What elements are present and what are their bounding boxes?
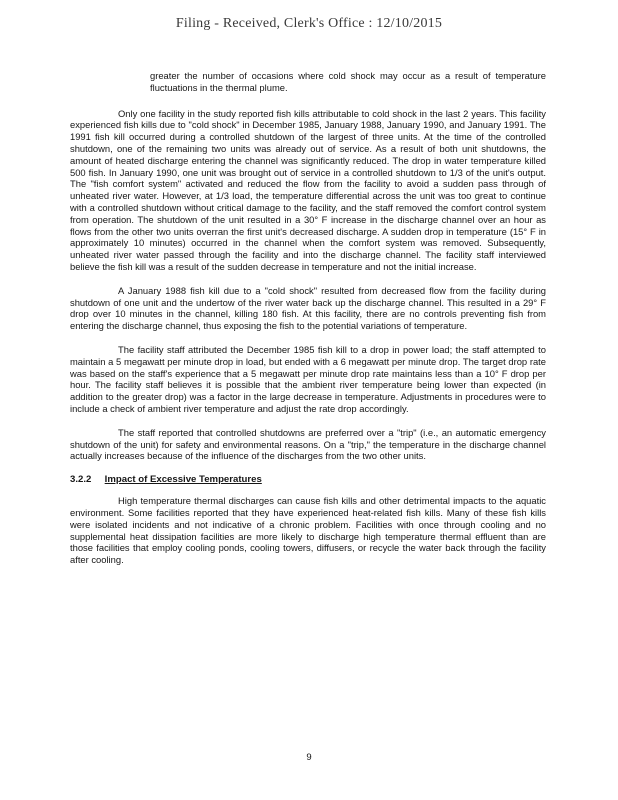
paragraph-continuation: greater the number of occasions where cold shock may occur as a result of temperature fluctuations in the thermal plume. [150, 70, 546, 93]
body-text [70, 70, 546, 578]
filing-stamp: Filing - Received, Clerk's Office : 12/10/2015 [175, 16, 443, 31]
paragraph-controlled-shutdowns: The staff reported that controlled shutdowns are preferred over a "trip" (i.e., an automatic emergency shutdown of the unit) for safety and environmental reasons. On a "trip," the temperature in the discharge channel actually increases because of the influence of the discharges from the two other units. [70, 426, 546, 462]
paragraph-excessive-temperatures: High temperature thermal discharges can cause fish kills and other detrimental impacts to the aquatic environment. Some facilities reported that they have experienced heat-related fish kills. Many of these fish kills were isolated incidents and not indicative of a chronic problem. Facilities with once through cooling and no supplemental heat dissipation facilities are more likely to discharge high temperature thermal effluent than are those facilities that employ cooling ponds, cooling towers, diffusers, or recycle the water back through the facility after cooling. [70, 495, 546, 566]
section-number: 3.2.2 [70, 474, 92, 486]
paragraph-cold-shock-facility: Only one facility in the study reported fish kills attributable to cold shock in the last 2 years. This facility experienced fish kills due to "cold shock" in December 1985, January 1988, January 1990, and January 1991. The 1991 fish kill occurred during a controlled shutdown of the largest of three units. At the time of the controlled shutdown, one of the remaining two units was already out of service. As a result of both unit shutdowns, the amount of heated discharge entering the channel was significantly reduced. The drop in water temperature killed 500 fish. In January 1990, one unit was brought out of service in a controlled shutdown to 1/3 of the unit's output. The "fish comfort system" activated and reduced the flow from the facility to avoid a sudden pass through of unheated river water. However, at 1/3 load, the temperature differential across the unit was too great to continue with a controlled shutdown without critical damage to the facility, and the staff removed the comfort control system from operation. The shutdown of the unit resulted in a 30° F increase in the discharge channel over an hour as flows from the other two units overran the first unit's decreased discharge. A sudden drop in temperature (15° F in approximately 10 minutes) occurred in the channel when the comfort system was removed. Subsequently, unheated river water passed through the facility and into the discharge channel. The facility staff interviewed believe the fish kill was a result of the sudden decrease in temperature and not the initial increase. [70, 107, 546, 272]
section-title: Impact of Excessive Temperatures [104, 474, 262, 486]
paragraph-december-1985: The facility staff attributed the December 1985 fish kill to a drop in power load; the staff attempted to maintain a 5 megawatt per minute drop in load, but ended with a 6 megawatt per minute drop. The target drop rate was based on the staff's experience that a 5 megawatt per minute drop rate maintains less than a 10° F drop per hour. The facility staff believes it is possible that the ambient river temperature being lower than expected (in addition to the greater drop) was a factor in the large decrease in temperature. Adjustments in procedures were to include a check of ambient river temperature and adjust the rate drop accordingly. [70, 343, 546, 414]
section-heading [70, 474, 546, 485]
paragraph-january-1988: A January 1988 fish kill due to a "cold shock" resulted from decreased flow from the facility during shutdown of one unit and the undertow of the river water back up the discharge channel. This resulted in a 29° F drop over 10 minutes in the channel, killing 180 fish. At this facility, there are no controls preventing fish from entering the discharge channel, thus exposing the fish to the potential variations of temperature. [70, 284, 546, 332]
page-number: 9 [306, 752, 312, 763]
